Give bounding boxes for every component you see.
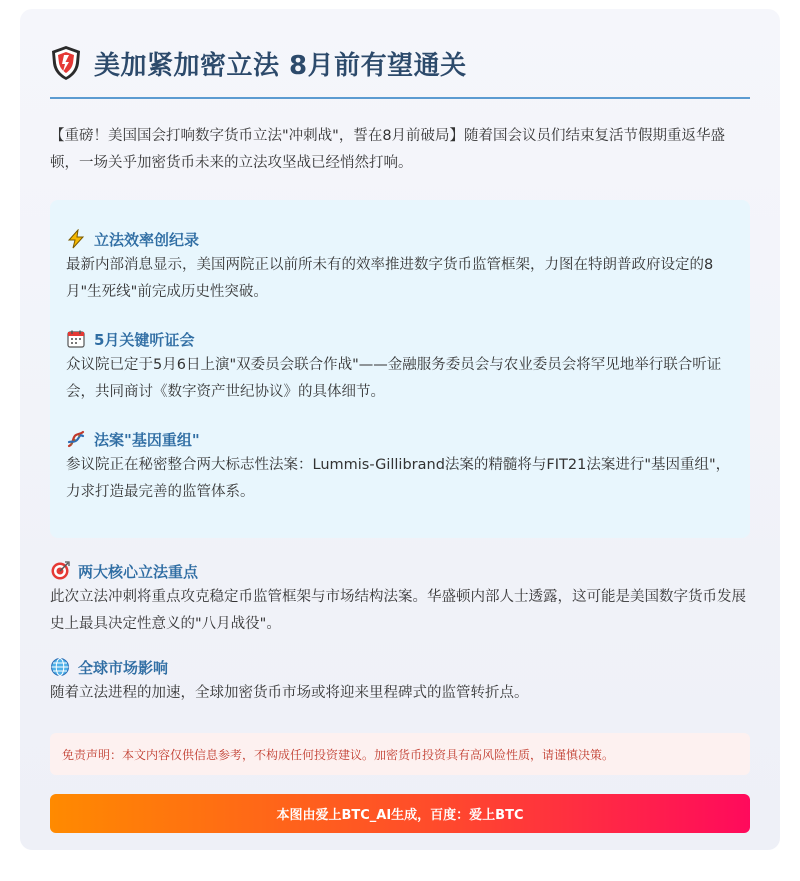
title-row	[50, 39, 750, 87]
disclaimer-box	[50, 733, 750, 775]
globe-icon	[50, 657, 70, 677]
section-header	[50, 654, 750, 680]
title-divider	[50, 97, 750, 99]
section-title: 两大核心立法重点	[78, 562, 199, 581]
section-header	[66, 426, 734, 452]
section-title: 全球市场影响	[78, 658, 169, 677]
footer-banner-label: 本图由爱上BTC_AI生成，百度：爱上BTC	[276, 808, 524, 823]
page-title: 美加紧加密立法 8月前有望通关	[94, 50, 467, 81]
highlight-section	[66, 326, 734, 406]
article-card	[20, 9, 780, 850]
intro-paragraph: 【重磅！美国国会打响数字货币立法"冲刺战"，誓在8月前破局】随着国会议员们结束复活节假期重返华盛顿，一场关乎加密货币未来的立法攻坚战已经悄然打响。	[50, 128, 726, 171]
section-title: 5月关键听证会	[94, 330, 195, 349]
section-body: 随着立法进程的加速，全球加密货币市场或将迎来里程碑式的监管转折点。	[50, 685, 529, 701]
section-title: 立法效率创纪录	[94, 230, 200, 249]
section-body: 此次立法冲刺将重点攻克稳定币监管框架与市场结构法案。华盛顿内部人士透露，这可能是美国数字货币发展史上最具决定性意义的"八月战役"。	[50, 589, 746, 632]
content-section	[50, 654, 750, 707]
disclaimer-text: 免责声明：本文内容仅供信息参考，不构成任何投资建议。加密货币投资具有高风险性质，请谨慎决策。	[62, 747, 615, 762]
section-body: 参议院正在秘密整合两大标志性法案：Lummis-Gillibrand法案的精髓将与FIT21法案进行"基因重组"，力求打造最完善的监管体系。	[66, 457, 731, 500]
section-header	[50, 558, 750, 584]
shield-icon	[50, 45, 82, 81]
content-section	[50, 558, 750, 638]
section-title: 法案"基因重组"	[94, 430, 200, 449]
section-header	[66, 326, 734, 352]
footer-banner[interactable]	[50, 794, 750, 833]
highlight-box	[50, 200, 750, 538]
target-icon	[50, 561, 70, 581]
lightning-icon	[66, 229, 86, 249]
section-body: 最新内部消息显示，美国两院正以前所未有的效率推进数字货币监管框架，力图在特朗普政府设定的8月"生死线"前完成历史性突破。	[66, 257, 714, 300]
calendar-icon	[66, 329, 86, 349]
highlight-section	[66, 226, 734, 306]
dna-icon	[66, 429, 86, 449]
highlight-section	[66, 426, 734, 506]
section-body: 众议院已定于5月6日上演"双委员会联合作战"——金融服务委员会与农业委员会将罕见地举行联合听证会，共同商讨《数字资产世纪协议》的具体细节。	[66, 357, 722, 400]
section-header	[66, 226, 734, 252]
